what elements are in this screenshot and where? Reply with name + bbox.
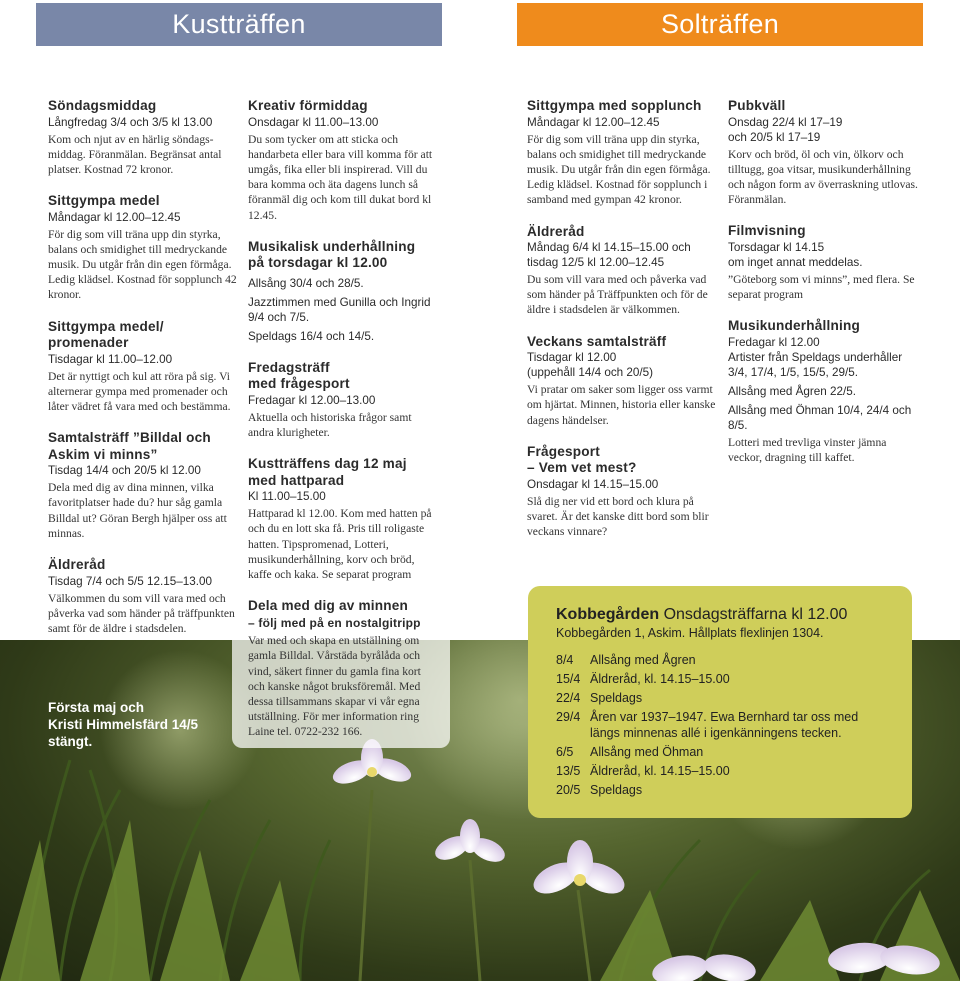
- schedule-row: 22/4 Speldags: [556, 691, 643, 705]
- column-soltraffen-right: [728, 98, 918, 465]
- section-time: Måndagar kl 12.00–12.45: [48, 210, 181, 224]
- section-text: Hattparad kl 12.00. Kom med hatten på och du en lott ska få. Pris till roligaste hatten. Tipspromenad, Lotteri, musikunderhållning, korv och bröd, kaffe och kaka. Se separat program: [248, 507, 432, 581]
- schedule-row: 13/5 Äldreråd, kl. 14.15–15.00: [556, 764, 730, 778]
- section-title: Dela med dig av minnen: [248, 598, 409, 614]
- section-title: Veckans samtalsträff: [527, 333, 667, 349]
- kobbegarden-title: Kobbegården Onsdagsträffarna kl 12.00: [556, 606, 848, 623]
- section-title: Musikalisk underhållning: [248, 238, 416, 254]
- section-time: om inget annat meddelas.: [728, 255, 863, 269]
- section-title: Sittgympa med sopplunch: [527, 98, 702, 113]
- kobbegarden-address: Kobbegården 1, Askim. Hållplats flexlinjen 1304.: [556, 626, 824, 640]
- section-title: Äldreråd: [48, 557, 106, 573]
- column-soltraffen-left: [527, 98, 719, 539]
- banner-soltraffen: Solträffen: [517, 3, 923, 46]
- section-text: Aktuella och historiska frågor samt andra klurigheter.: [248, 410, 412, 439]
- section-text: ”Göteborg som vi minns”, med flera. Se separat program: [728, 272, 915, 302]
- section-time: Onsdagar kl 11.00–13.00: [248, 115, 379, 129]
- section-title: Kustträffens dag 12 maj: [248, 456, 407, 472]
- section-text: Slå dig ner vid ett bord och klura på svaret. Är det kanske ditt bord som blir veckans vinnare?: [527, 494, 709, 539]
- section-title: Askim vi minns”: [48, 446, 158, 462]
- section-time: Fredagar kl 12.00–13.00: [248, 393, 376, 407]
- section-title: med frågesport: [248, 376, 350, 392]
- section-text: Dela med dig av dina minnen, vilka favoritplatser hade du? hur såg gamla Billdal ut? Göran Bergh hjälper oss att minnas.: [48, 481, 227, 540]
- section-text: Du som tycker om att sticka och handarbeta eller bara vill komma för att umgås, fika eller bli inspirerad. Vill du bara komma och äta dagens lunch så föranmäl dig och kom till dukat bord kl 12.45.: [248, 132, 433, 222]
- music-item: Speldags 16/4 och 14/5.: [248, 329, 375, 343]
- music-item: Artister från Speldags underhåller 3/4, 17/4, 1/5, 15/5, 29/5.: [728, 350, 903, 379]
- music-item: Jazztimmen med Gunilla och Ingrid 9/4 och 7/5.: [248, 295, 431, 324]
- section-title: Frågesport: [527, 443, 601, 459]
- section-title: Musikunderhållning: [728, 318, 860, 334]
- section-time: Måndagar kl 12.00–12.45: [527, 115, 660, 129]
- section-text: Var med och skapa en utställning om gamla Billdal. Vårstäda byrålåda och vind, säkert finner du gamla fina kort och kanske något bruksföremål. Med dessa tillsammans skapar vi vår egna utställning. För mer information ring Laine tel. 0722-232 166.: [248, 634, 421, 739]
- section-title: Kreativ förmiddag: [248, 98, 368, 113]
- column-kustraffen-left: [48, 98, 238, 636]
- music-item: Allsång 30/4 och 28/5.: [248, 276, 364, 290]
- section-text: För dig som vill träna upp din styrka, balans och smidighet till medryckande musik. Du utgår från din egen förmåga. Ledig klädsel. Kostnad för sopplunch i samband med gympan 42 kronor.: [527, 132, 711, 207]
- section-title: Söndagsmiddag: [48, 98, 157, 113]
- section-title: Fredagsträff: [248, 359, 330, 375]
- section-time: tisdag 12/5 kl 12.00–12.45: [527, 256, 665, 270]
- schedule-row: 15/4 Äldreråd, kl. 14.15–15.00: [556, 672, 730, 686]
- kobbegarden-box: [528, 586, 912, 818]
- section-title: Sittgympa medel/: [48, 318, 164, 334]
- section-text: Korv och bröd, öl och vin, ölkorv och tilltugg, goa vitsar, musikunderhållning och någon form av överraskning utlovas. Föranmälan.: [728, 147, 918, 207]
- section-title: på torsdagar kl 12.00: [248, 255, 388, 271]
- section-title: Pubkväll: [728, 98, 786, 113]
- section-title: – Vem vet mest?: [527, 460, 637, 476]
- schedule-row: 29/4 Åren var 1937–1947. Ewa Bernhard tar oss med längs minnenas allé i igenkänningens tecken.: [556, 710, 859, 740]
- schedule-row: 6/5 Allsång med Öhman: [556, 745, 704, 759]
- section-title: Samtalsträff ”Billdal och: [48, 430, 211, 446]
- section-title: Sittgympa medel: [48, 193, 160, 209]
- column-kustraffen-right: [248, 98, 440, 740]
- section-time: Onsdagar kl 14.15–15.00: [527, 477, 659, 491]
- section-time: Fredagar kl 12.00: [728, 335, 820, 349]
- section-time: Torsdagar kl 14.15: [728, 240, 825, 254]
- section-text: Lotteri med trevliga vinster jämna veckor, dragning till kaffet.: [728, 435, 887, 464]
- section-text: För dig som vill träna upp din styrka, balans och smidighet till medryckande musik. Du utgår från din egen förmåga. Ledig klädsel. Kostnad för sopplunch 42 kronor.: [48, 227, 237, 302]
- section-time: Tisdag 7/4 och 5/5 12.15–13.00: [48, 574, 212, 588]
- section-time: Långfredag 3/4 och 3/5 kl 13.00: [48, 115, 213, 129]
- section-text: Det är nyttigt och kul att röra på sig. Vi alternerar gympa med promenader och låter vädret få vara med och bestämma.: [48, 369, 231, 414]
- section-text: Vi pratar om saker som ligger oss varmt om hjärtat. Minnen, historia eller kanske dagens händelser.: [527, 383, 716, 427]
- section-subtitle: – följ med på en nostalgitripp: [248, 615, 421, 630]
- section-time: (uppehåll 14/4 och 20/5): [527, 366, 654, 380]
- music-item: Allsång med Öhman 10/4, 24/4 och 8/5.: [728, 403, 912, 432]
- section-text: Välkommen du som vill vara med och påverka vad som händer på träffpunkten samt för de äldre i stadsdelen.: [48, 591, 235, 635]
- music-item: Allsång med Ågren 22/5.: [728, 384, 856, 398]
- section-text: Kom och njut av en härlig söndagsmiddag. Föranmälan. Begränsat antal platser. Kostnad 72 kronor.: [48, 132, 222, 176]
- section-time: Tisdagar kl 12.00: [527, 351, 617, 365]
- closed-notice: Första maj och Kristi Himmelsfärd 14/5 stängt.: [48, 700, 199, 749]
- section-time: Tisdagar kl 11.00–12.00: [48, 352, 173, 366]
- section-title: Äldreråd: [527, 223, 585, 239]
- section-title: Filmvisning: [728, 223, 806, 239]
- section-title: promenader: [48, 335, 129, 351]
- section-title: med hattparad: [248, 472, 345, 488]
- section-text: Du som vill vara med och påverka vad som händer på Träffpunkten och för de äldre i stadsdelen är välkommen.: [527, 273, 708, 317]
- section-time: och 20/5 kl 17–19: [728, 130, 821, 144]
- section-time: Måndag 6/4 kl 14.15–15.00 och: [527, 241, 691, 255]
- section-time: Kl 11.00–15.00: [248, 490, 326, 504]
- section-time: Tisdag 14/4 och 20/5 kl 12.00: [48, 464, 201, 478]
- banner-kusttraffen: Kustträffen: [36, 3, 442, 46]
- schedule-row: 20/5 Speldags: [556, 783, 643, 797]
- schedule-row: 8/4 Allsång med Ågren: [556, 653, 696, 667]
- section-time: Onsdag 22/4 kl 17–19: [728, 115, 843, 129]
